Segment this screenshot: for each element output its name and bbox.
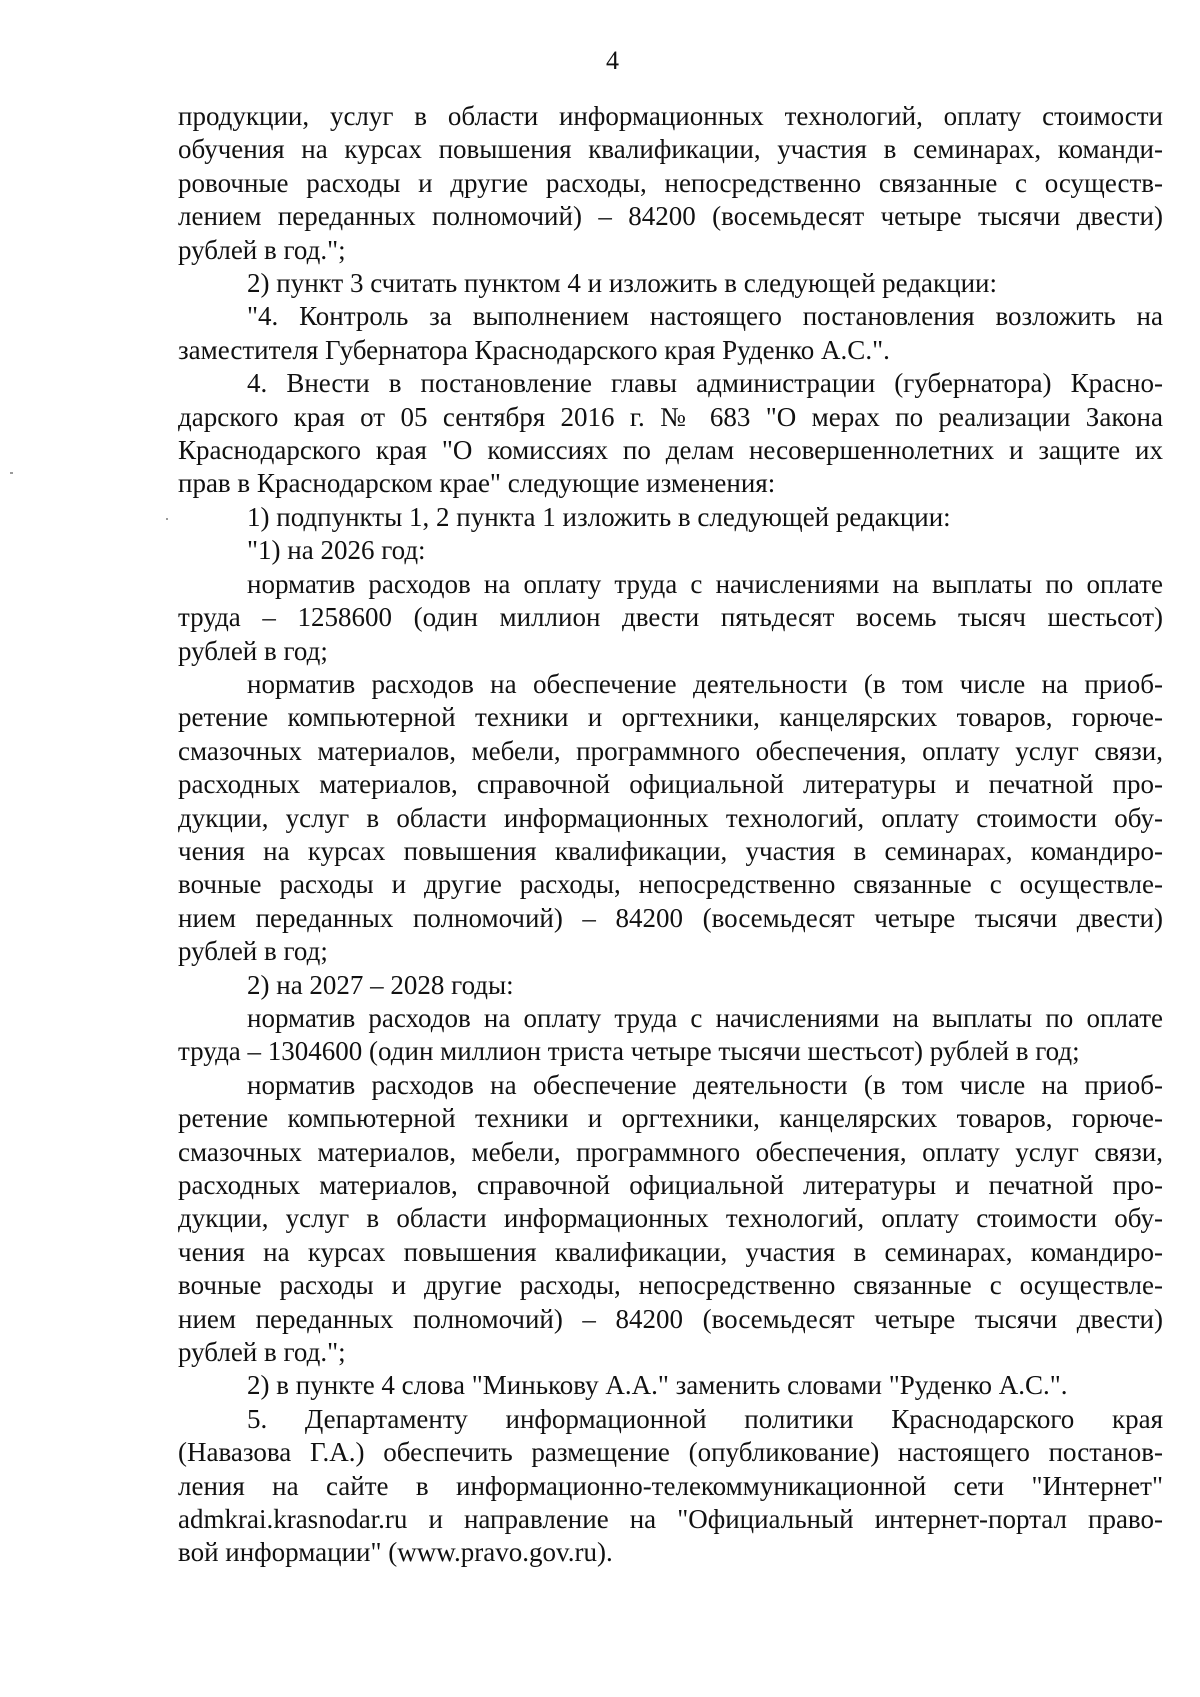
text-line: расходных материалов, справочной официальной литературы и печатной про-: [178, 769, 1163, 800]
text-line: норматив расходов на оплату труда с начислениями на выплаты по оплате: [247, 568, 1163, 599]
paragraph: [178, 267, 1163, 300]
text-line: ретение компьютерной техники и оргтехники, канцелярских товаров, горюче-: [178, 1103, 1163, 1134]
text-line: вой информации" (www.pravo.gov.ru).: [178, 1537, 613, 1568]
paragraph: [178, 568, 1163, 668]
text-line: рублей в год.";: [178, 234, 346, 265]
paragraph: [178, 1403, 1163, 1570]
text-line: норматив расходов на обеспечение деятельности (в том числе на приоб-: [247, 1069, 1163, 1100]
text-line: чения на курсах повышения квалификации, участия в семинарах, командиро-: [178, 835, 1163, 866]
text-line: дарского края от 05 сентября 2016 г. № 683 "О мерах по реализации Закона: [178, 401, 1163, 432]
scan-margin-mark: [166, 518, 168, 520]
paragraph: [178, 668, 1163, 969]
text-line: 2) в пункте 4 слова "Минькову А.А." заменить словами "Руденко А.С.".: [247, 1370, 1068, 1401]
text-line: расходных материалов, справочной официальной литературы и печатной про-: [178, 1170, 1163, 1200]
paragraph: [178, 501, 1163, 534]
text-line: норматив расходов на оплату труда с начислениями на выплаты по оплате: [247, 1002, 1163, 1033]
text-line: Краснодарского края "О комиссиях по делам несовершеннолетних и защите их: [178, 435, 1163, 466]
paragraph: [178, 100, 1163, 267]
text-line: лением переданных полномочий) – 84200 (восемьдесят четыре тысячи двести): [178, 201, 1163, 232]
text-line: (Навазова Г.А.) обеспечить размещение (опубликование) настоящего постанов-: [178, 1437, 1163, 1468]
paragraph: [178, 367, 1163, 501]
text-line: прав в Краснодарском крае" следующие изменения:: [178, 468, 776, 499]
paragraph: [178, 969, 1163, 1002]
paragraph: [178, 534, 1163, 567]
text-line: дукции, услуг в области информационных технологий, оплату стоимости обу-: [178, 1203, 1163, 1234]
page-number: 4: [606, 46, 619, 75]
text-line: рублей в год;: [178, 936, 328, 967]
text-line: норматив расходов на обеспечение деятельности (в том числе на приоб-: [247, 668, 1163, 699]
text-line: чения на курсах повышения квалификации, участия в семинарах, командиро-: [178, 1236, 1163, 1267]
text-line: вочные расходы и другие расходы, непосредственно связанные с осуществле-: [178, 1270, 1163, 1301]
scan-margin-mark: [10, 472, 13, 474]
text-line: 1) подпункты 1, 2 пункта 1 изложить в следующей редакции:: [247, 501, 951, 532]
text-line: заместителя Губернатора Краснодарского края Руденко А.С.".: [178, 334, 890, 365]
text-line: ления на сайте в информационно-телекоммуникационной сети "Интернет": [178, 1470, 1163, 1501]
text-line: ретение компьютерной техники и оргтехники, канцелярских товаров, горюче-: [178, 702, 1163, 733]
text-line: 5. Департаменту информационной политики Краснодарского края: [247, 1403, 1163, 1434]
text-line: 4. Внести в постановление главы администрации (губернатора) Красно-: [247, 368, 1163, 399]
paragraph: [178, 300, 1163, 367]
text-line: admkrai.krasnodar.ru и направление на "Официальный интернет-портал право-: [178, 1504, 1163, 1535]
text-line: рублей в год;: [178, 635, 328, 666]
paragraph: [178, 1002, 1163, 1069]
text-line: продукции, услуг в области информационных технологий, оплату стоимости: [178, 101, 1163, 131]
text-line: 2) пункт 3 считать пунктом 4 и изложить в следующей редакции:: [247, 268, 997, 299]
text-line: труда – 1258600 (один миллион двести пятьдесят восемь тысяч шестьсот): [178, 602, 1163, 633]
text-line: смазочных материалов, мебели, программного обеспечения, оплату услуг связи,: [178, 735, 1163, 766]
paragraph: [178, 1069, 1163, 1370]
text-line: нием переданных полномочий) – 84200 (восемьдесят четыре тысячи двести): [178, 1303, 1163, 1334]
text-line: смазочных материалов, мебели, программного обеспечения, оплату услуг связи,: [178, 1136, 1163, 1167]
paragraph: [178, 1369, 1163, 1402]
text-line: труда – 1304600 (один миллион триста четыре тысячи шестьсот) рублей в год;: [178, 1036, 1080, 1067]
text-line: нием переданных полномочий) – 84200 (восемьдесят четыре тысячи двести): [178, 902, 1163, 933]
text-line: "1) на 2026 год:: [247, 535, 426, 566]
text-line: рублей в год.";: [178, 1337, 346, 1368]
text-line: ровочные расходы и другие расходы, непосредственно связанные с осуществ-: [178, 167, 1163, 198]
text-line: "4. Контроль за выполнением настоящего постановления возложить на: [247, 301, 1163, 332]
document-body: [178, 100, 1163, 1570]
text-line: дукции, услуг в области информационных технологий, оплату стоимости обу-: [178, 802, 1163, 833]
text-line: обучения на курсах повышения квалификации, участия в семинарах, команди-: [178, 134, 1163, 165]
text-line: 2) на 2027 – 2028 годы:: [247, 969, 514, 1000]
text-line: вочные расходы и другие расходы, непосредственно связанные с осуществле-: [178, 869, 1163, 900]
